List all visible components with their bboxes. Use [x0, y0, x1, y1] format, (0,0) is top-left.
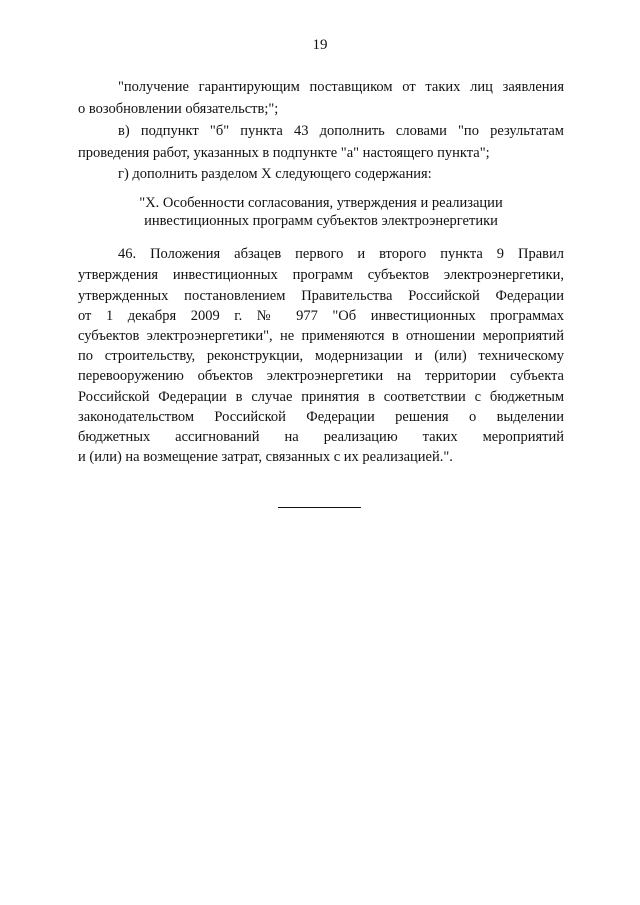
text-line: 46. Положения абзацев первого и второго пункта 9 Правил — [118, 246, 564, 262]
text-line: утверждения инвестиционных программ субъектов электроэнергетики, — [78, 267, 564, 283]
text-line: законодательством Российской Федерации решения о выделении — [78, 409, 564, 425]
text-line: утвержденных постановлением Правительства Российской Федерации — [78, 288, 564, 304]
text-line: Российской Федерации в случае принятия в соответствии с бюджетным — [78, 389, 564, 405]
text-line: субъектов электроэнергетики", не применяются в отношении мероприятий — [78, 328, 564, 344]
page-number: 19 — [312, 37, 328, 53]
text-line: о возобновлении обязательств;"; — [78, 101, 279, 117]
section-heading-line: инвестиционных программ субъектов электроэнергетики — [144, 213, 498, 229]
section-heading-line: "X. Особенности согласования, утверждения и реализации — [139, 195, 503, 211]
text-line: в) подпункт "б" пункта 43 дополнить словами "по результатам — [118, 123, 564, 139]
text-line: "получение гарантирующим поставщиком от таких лиц заявления — [118, 79, 564, 95]
text-line: перевооружению объектов электроэнергетики на территории субъекта — [78, 368, 564, 384]
text-line: проведения работ, указанных в подпункте "а" настоящего пункта"; — [78, 145, 490, 161]
separator-line — [278, 507, 361, 508]
text-line: от 1 декабря 2009 г. № 977 "Об инвестиционных программах — [78, 308, 564, 324]
text-line: и (или) на возмещение затрат, связанных с их реализацией.". — [78, 449, 453, 465]
text-line: по строительству, реконструкции, модернизации и (или) техническому — [78, 348, 564, 364]
text-line: г) дополнить разделом X следующего содержания: — [118, 166, 432, 182]
text-line: бюджетных ассигнований на реализацию таких мероприятий — [78, 429, 564, 445]
